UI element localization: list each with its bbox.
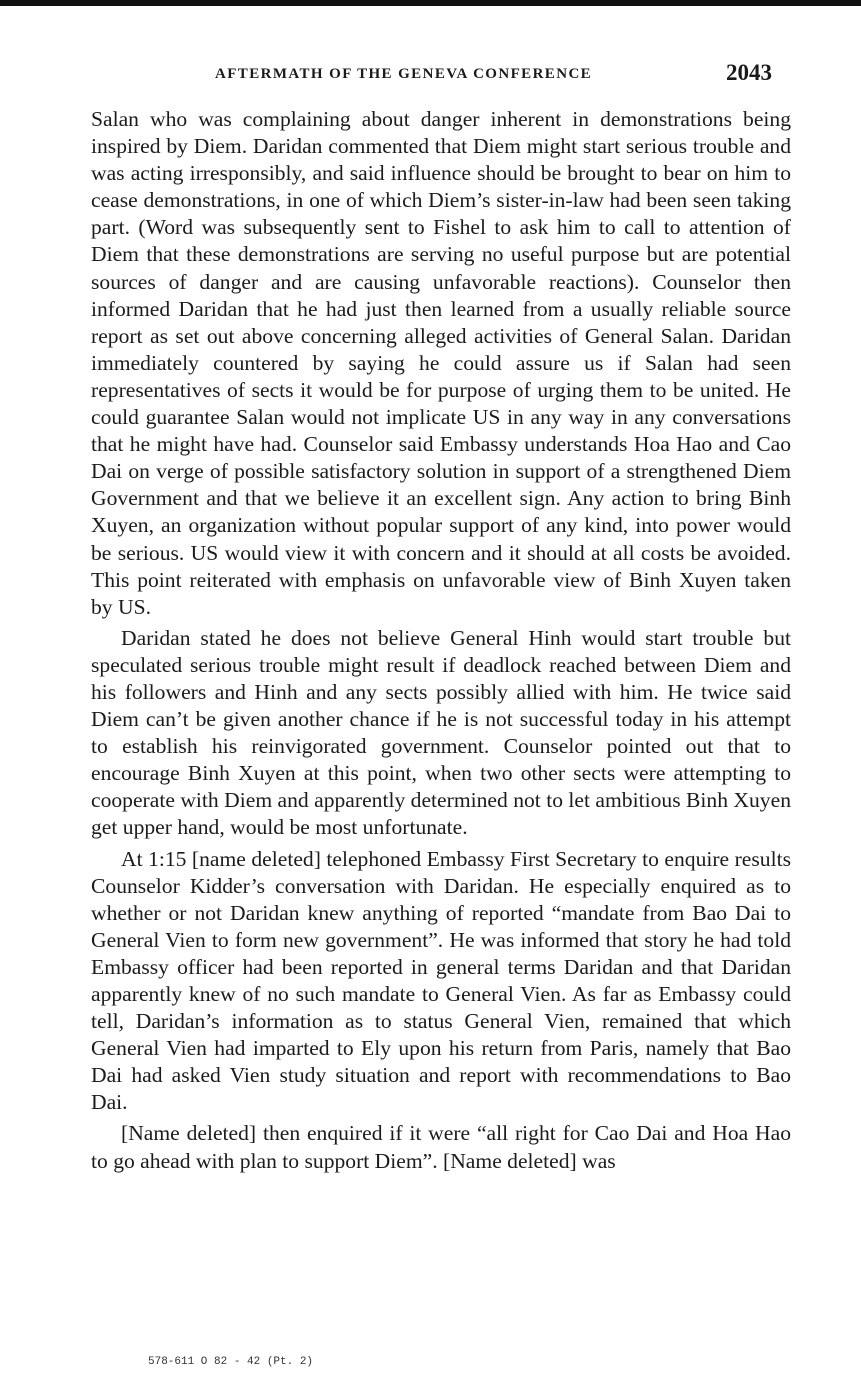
- page-top-border: [0, 0, 861, 6]
- print-code: 578-611 O 82 - 42 (Pt. 2): [148, 1356, 314, 1368]
- page-number: 2043: [726, 60, 772, 85]
- paragraph: Daridan stated he does not believe General Hinh would start trouble but speculated serious trouble might result if deadlock reached between Diem and his followers and Hinh and any sects possibly allied with him. He twice said Diem can’t be given another chance if he is not successful today in his attempt to establish his reinvigorated government. Counselor pointed out that to encourage Binh Xuyen at this point, when two other sects were attempting to cooperate with Diem and apparently determined not to let ambitious Binh Xuyen get upper hand, would be most unfortunate.: [91, 625, 791, 840]
- running-title: AFTERMATH OF THE GENEVA CONFERENCE: [215, 66, 593, 82]
- paragraph: At 1:15 [name deleted] telephoned Embassy First Secretary to enquire results Counselor Kidder’s conversation with Daridan. He especially enquired as to whether or not Daridan knew anything of reported “mandate from Bao Dai to General Vien to form new government”. He was informed that story he had told Embassy officer had been reported in general terms Daridan and that Daridan apparently knew of no such mandate to General Vien. As far as Embassy could tell, Daridan’s information as to status General Vien, remained that which General Vien had imparted to Ely upon his return from Paris, namely that Bao Dai had asked Vien study situation and report with recommendations to Bao Dai.: [91, 846, 791, 1115]
- page-header: [90, 60, 780, 92]
- document-body: [91, 106, 791, 1179]
- paragraph: [Name deleted] then enquired if it were “all right for Cao Dai and Hoa Hao to go ahead with plan to support Diem”. [Name deleted] was: [91, 1121, 791, 1173]
- paragraph-continued: Salan who was complaining about danger inherent in demonstrations being inspired by Diem. Daridan commented that Diem might start serious trouble and was acting irresponsibly, and said influence should be brought to bear on him to cease demonstrations, in one of which Diem’s sister-in-law had been seen taking part. (Word was subsequently sent to Fishel to ask him to call to attention of Diem that these demonstrations are serving no useful purpose but are potential sources of danger and are causing unfavorable reactions). Counselor then informed Daridan that he had just then learned from a usually reliable source report as set out above concerning alleged activities of General Salan. Daridan immediately countered by saying he could assure us if Salan had seen representatives of sects it would be for purpose of urging them to be united. He could guarantee Salan would not implicate US in any way in any conversations that he might have had. Counselor said Embassy understands Hoa Hao and Cao Dai on verge of possible satisfactory solution in support of a strengthened Diem Government and that we believe it an excellent sign. Any action to bring Binh Xuyen, an organization without popular support of any kind, into power would be serious. US would view it with concern and it should at all costs be avoided. This point reiterated with emphasis on unfavorable view of Binh Xuyen taken by US.: [91, 107, 791, 619]
